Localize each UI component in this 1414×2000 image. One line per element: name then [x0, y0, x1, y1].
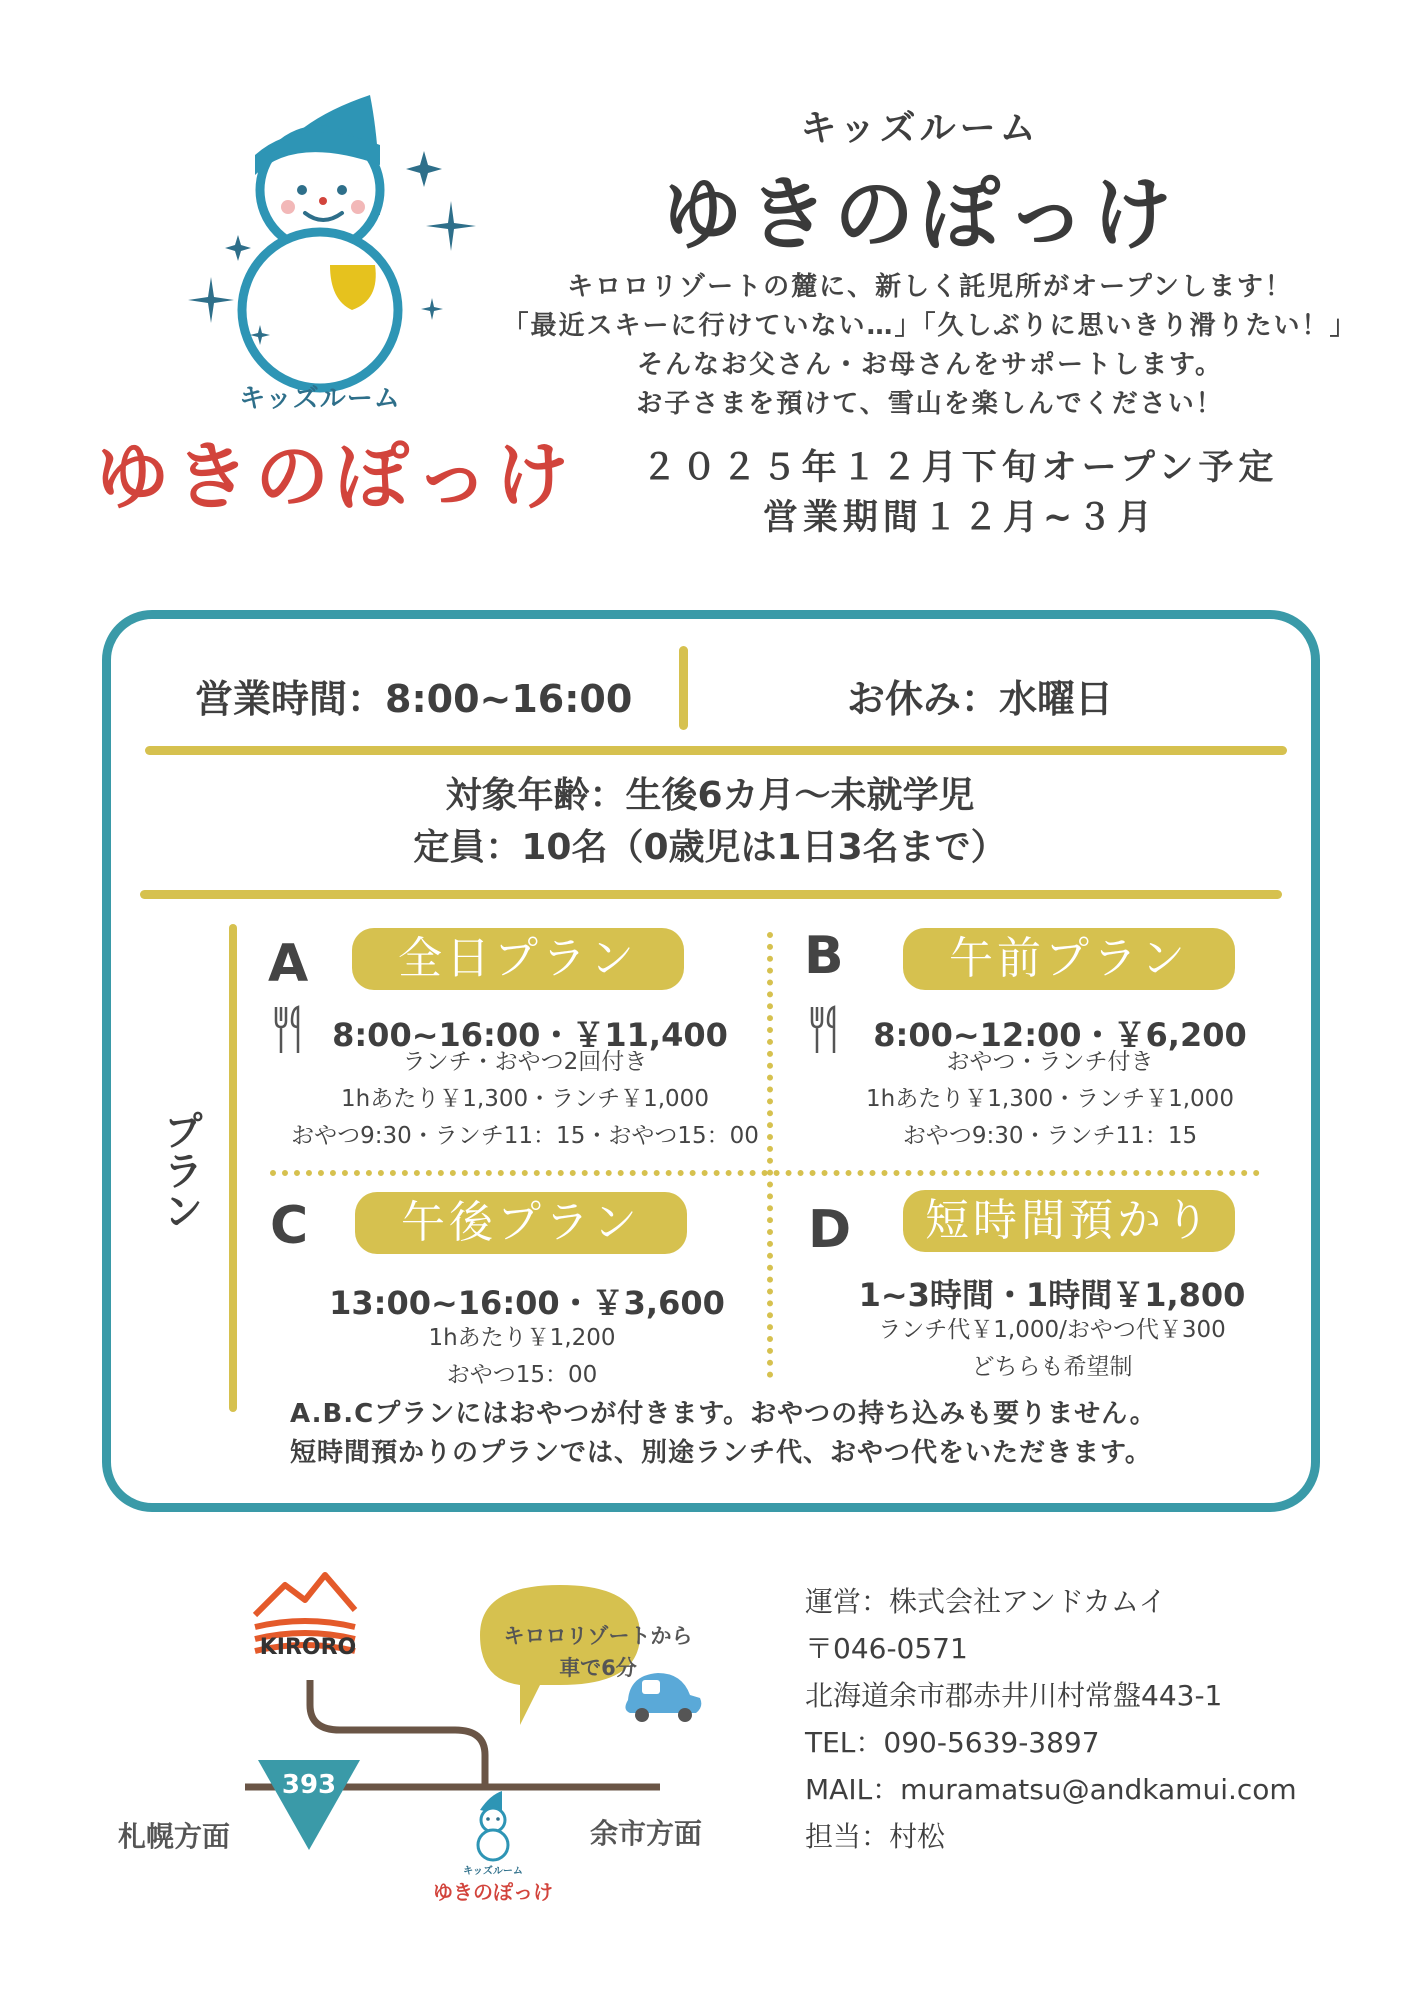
plan-bar	[229, 924, 237, 1412]
plan-details	[372, 1320, 672, 1394]
plan-detail-line: 1hあたり￥1,300・ランチ￥1,000	[341, 1086, 709, 1112]
page-title: ゆきのぽっけ	[662, 168, 1178, 261]
age-capacity	[250, 770, 1170, 874]
intro-text	[470, 268, 1390, 424]
plan-letter: C	[270, 1196, 309, 1256]
plan-name: 午前プラン	[903, 928, 1235, 990]
bubble-line: 車で6分	[559, 1656, 637, 1680]
contact-info	[805, 1578, 1365, 1860]
contact-person: 担当：村松	[805, 1820, 946, 1853]
bubble-line: キロロリゾートから	[503, 1624, 693, 1648]
plan-section-label: プラン	[157, 1110, 203, 1230]
email: MAIL：muramatsu@andkamui.com	[805, 1773, 1297, 1806]
plan-detail-line: 1hあたり￥1,200	[428, 1325, 616, 1351]
route-number: 393	[281, 1770, 337, 1800]
access-map	[110, 1555, 760, 1915]
sparkle-icon	[426, 201, 476, 251]
mini-logo-name: ゆきのぽっけ	[433, 1880, 553, 1904]
plan-note-line: A.B.Cプランにはおやつが付きます。おやつの持ち込みも要りません。	[290, 1399, 1157, 1429]
plan-divider-vertical	[767, 932, 773, 1378]
plan-detail-line: おやつ9:30・ランチ11：15・おやつ15：00	[291, 1123, 759, 1149]
holiday: お休み：水曜日	[846, 677, 1113, 721]
plan-letter: B	[804, 926, 844, 986]
plan-details	[800, 1044, 1300, 1155]
operator: 運営：株式会社アンドカムイ	[805, 1585, 1167, 1618]
plan-name: 短時間預かり	[903, 1190, 1235, 1252]
divider	[145, 746, 1287, 755]
address: 北海道余市郡赤井川村常盤443-1	[805, 1679, 1223, 1712]
plan-details	[280, 1044, 770, 1155]
logo-name: ゆきのぽっけ	[95, 434, 575, 520]
plan-notes	[290, 1395, 1190, 1473]
plan-letter: A	[268, 934, 309, 994]
logo-kids-room: キッズルーム	[239, 384, 401, 414]
plan-name: 午後プラン	[355, 1192, 687, 1254]
plan-detail-line: ランチ代￥1,000/おやつ代￥300	[878, 1317, 1226, 1343]
plan-detail-line: おやつ9:30・ランチ11：15	[902, 1123, 1198, 1149]
plan-letter: D	[808, 1200, 852, 1260]
intro-line: キロロリゾートの麓に、新しく託児所がオープンします！	[567, 272, 1293, 302]
intro-line: そんなお父さん・お母さんをサポートします。	[637, 350, 1223, 380]
capacity: 定員：10名（0歳児は1日3名まで）	[413, 827, 1007, 868]
bubble-text	[478, 1620, 718, 1684]
plan-details	[852, 1312, 1252, 1386]
sparkle-icon	[421, 298, 443, 320]
plan-detail-line: 1hあたり￥1,300・ランチ￥1,000	[866, 1086, 1234, 1112]
plan-detail-line: ランチ・おやつ2回付き	[402, 1049, 648, 1075]
sparkle-icon	[188, 277, 234, 323]
target-age: 対象年齢：生後6カ月～未就学児	[445, 775, 975, 816]
intro-line: お子さまを預けて、雪山を楽しんでください！	[636, 389, 1224, 419]
plan-name: 全日プラン	[352, 928, 684, 990]
kids-room-label: キッズルーム	[800, 108, 1040, 149]
business-season: 営業期間１２月~３月	[762, 498, 1158, 538]
snowman-body	[242, 232, 398, 388]
plan-detail-line: おやつ・ランチ付き	[946, 1049, 1154, 1075]
divider	[679, 646, 688, 730]
intro-line: 「最近スキーに行けていない…」「久しぶりに思いきり滑りたい！」	[502, 311, 1358, 341]
divider	[140, 890, 1282, 899]
map-drawing	[110, 1555, 760, 1915]
plan-note-line: 短時間預かりのプランでは、別途ランチ代、おやつ代をいただきます。	[290, 1438, 1152, 1468]
plan-price: 8:00~16:00・￥11,400	[332, 1016, 728, 1054]
mini-logo-small: キッズルーム	[463, 1866, 523, 1877]
opening-date: ２０２５年１２月下旬オープン予定	[641, 448, 1279, 488]
sparkle-icon	[406, 151, 442, 187]
business-hours: 営業時間：8:00~16:00	[195, 677, 633, 721]
plan-detail-line: おやつ15：00	[446, 1362, 598, 1388]
direction-sapporo: 札幌方面	[118, 1820, 231, 1853]
plan-price: 8:00~12:00・￥6,200	[873, 1016, 1247, 1054]
sparkle-icon	[225, 235, 251, 261]
plan-detail-line: どちらも希望制	[971, 1354, 1133, 1380]
mini-snowman-icon	[478, 1791, 508, 1860]
direction-yoichi: 余市方面	[590, 1817, 703, 1850]
plan-price: 1~3時間・1時間￥1,800	[858, 1276, 1246, 1314]
phone: TEL：090-5639-3897	[805, 1726, 1100, 1759]
plan-price: 13:00~16:00・￥3,600	[329, 1284, 725, 1322]
kiroro-label: KIRORO	[259, 1635, 357, 1660]
plan-divider-horizontal	[270, 1170, 1260, 1176]
postal-code: 〒046-0571	[805, 1632, 968, 1665]
